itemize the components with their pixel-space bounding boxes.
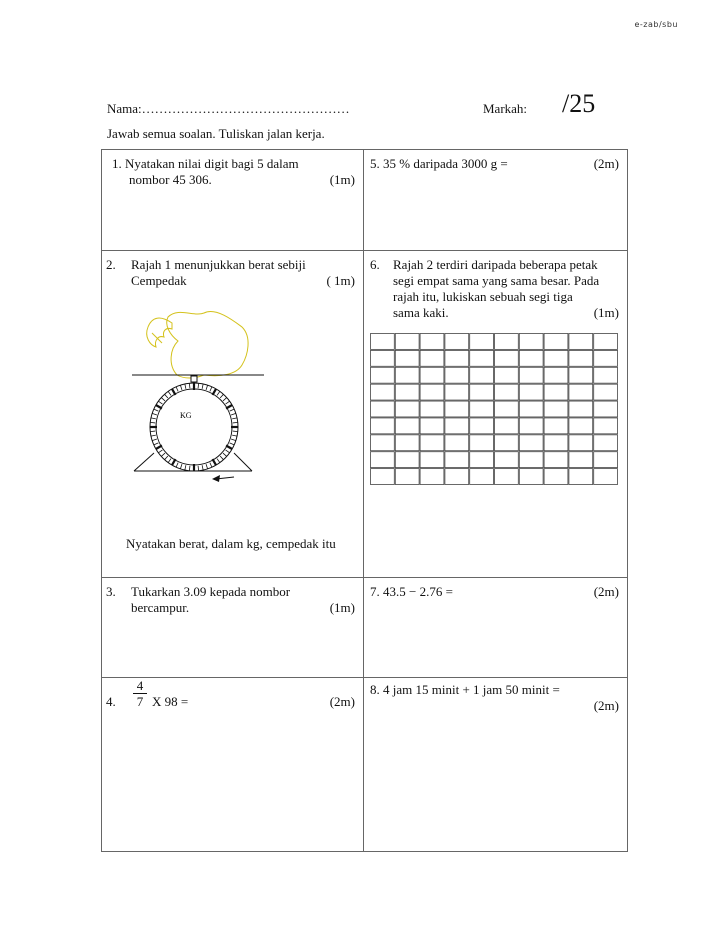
grid-square[interactable] — [445, 334, 469, 350]
question-6-cell[interactable] — [364, 251, 628, 578]
dial-tick — [210, 463, 212, 468]
q4-marks: (2m) — [329, 694, 355, 709]
dial-tick — [226, 401, 230, 404]
q5-marks: (2m) — [593, 156, 619, 171]
question-4-cell[interactable] — [102, 678, 364, 852]
dial-tick — [189, 383, 190, 388]
grid-square[interactable] — [544, 334, 568, 350]
q2-prompt: Nyatakan berat, dalam kg, cempedak itu — [126, 536, 336, 551]
grid-square[interactable] — [519, 367, 543, 383]
dial-tick — [189, 466, 190, 471]
grid-square[interactable] — [371, 435, 395, 451]
grid-square[interactable] — [395, 418, 419, 434]
grid-square[interactable] — [445, 418, 469, 434]
grid-square[interactable] — [569, 384, 593, 400]
grid-square[interactable] — [420, 384, 444, 400]
marks-label: Markah: — [483, 101, 528, 116]
dial-tick — [202, 465, 203, 470]
dial-tick — [232, 435, 237, 436]
grid-square[interactable] — [371, 401, 395, 417]
dial-tick — [151, 435, 156, 436]
grid-square[interactable] — [371, 367, 395, 383]
grid-square[interactable] — [420, 334, 444, 350]
grid-square[interactable] — [395, 334, 419, 350]
dial-tick — [180, 385, 182, 390]
grid-square[interactable] — [495, 334, 519, 350]
question-5-cell[interactable] — [364, 150, 628, 251]
grid-square[interactable] — [544, 452, 568, 468]
grid-square[interactable] — [395, 367, 419, 383]
grid-square[interactable] — [445, 435, 469, 451]
dial-tick — [161, 398, 165, 401]
grid-square[interactable] — [544, 367, 568, 383]
scale-unit-label: KG — [180, 411, 192, 420]
grid-square[interactable] — [495, 469, 519, 485]
grid-square[interactable] — [569, 469, 593, 485]
dial-tick — [154, 409, 159, 411]
cempedak-stalk — [147, 318, 172, 347]
grid-square[interactable] — [519, 435, 543, 451]
q2-number: 2. — [106, 257, 116, 272]
grid-square[interactable] — [395, 452, 419, 468]
dial-tick — [158, 450, 162, 453]
grid-square[interactable] — [495, 350, 519, 366]
question-7-cell[interactable] — [364, 578, 628, 678]
corner-code: e-zab/sbu — [634, 20, 678, 29]
grid-square[interactable] — [470, 435, 494, 451]
scale-dial-inner — [156, 389, 232, 465]
grid-square[interactable] — [569, 418, 593, 434]
dial-tick — [217, 391, 220, 395]
dial-tick — [161, 453, 165, 456]
dial-tick — [220, 394, 223, 398]
q6-line1: Rajah 2 terdiri daripada beberapa petak — [393, 257, 598, 272]
q6-line4: sama kaki. — [393, 305, 449, 320]
grid-square[interactable] — [445, 401, 469, 417]
grid-square[interactable] — [445, 350, 469, 366]
grid-square[interactable] — [594, 418, 618, 434]
q6-line3: rajah itu, lukiskan sebuah segi tiga — [393, 289, 573, 304]
square-grid[interactable] — [370, 333, 618, 485]
grid-square[interactable] — [519, 384, 543, 400]
grid-square[interactable] — [371, 334, 395, 350]
dial-tick — [231, 413, 236, 415]
question-1-cell[interactable] — [102, 150, 364, 251]
q3-line2: bercampur. — [131, 600, 190, 615]
dial-tick — [158, 401, 162, 404]
grid-square[interactable] — [420, 435, 444, 451]
dial-tick — [206, 464, 208, 469]
dial-tick — [232, 418, 237, 419]
q3-number: 3. — [106, 584, 116, 599]
grid-square[interactable] — [495, 401, 519, 417]
grid-square[interactable] — [594, 367, 618, 383]
grid-square[interactable] — [569, 401, 593, 417]
grid-square[interactable] — [470, 334, 494, 350]
grid-square[interactable] — [594, 384, 618, 400]
dial-tick — [233, 422, 238, 423]
dial-tick — [198, 466, 199, 471]
q4-numerator: 4 — [133, 678, 147, 694]
scale-stem — [191, 376, 197, 382]
grid-square[interactable] — [420, 367, 444, 383]
grid-square[interactable] — [470, 367, 494, 383]
grid-square[interactable] — [519, 334, 543, 350]
dial-tick — [230, 409, 235, 411]
grid-square[interactable] — [594, 435, 618, 451]
grid-square[interactable] — [470, 418, 494, 434]
q6-line2: segi empat sama yang sama besar. Pada — [393, 273, 600, 288]
grid-square[interactable] — [544, 469, 568, 485]
q4-denominator: 7 — [136, 694, 144, 709]
dial-tick — [202, 384, 203, 389]
grid-square[interactable] — [495, 367, 519, 383]
q8-marks: (2m) — [593, 698, 619, 713]
grid-square[interactable] — [544, 384, 568, 400]
grid-square[interactable] — [569, 367, 593, 383]
grid-square[interactable] — [544, 401, 568, 417]
grid-square[interactable] — [594, 469, 618, 485]
total-score: /25 — [562, 89, 596, 118]
grid-square[interactable] — [470, 469, 494, 485]
question-2-cell[interactable] — [102, 251, 364, 578]
q1-marks: (1m) — [329, 172, 355, 187]
grid-square[interactable] — [519, 401, 543, 417]
grid-square[interactable] — [519, 350, 543, 366]
dial-tick — [210, 387, 212, 392]
dial-tick — [230, 443, 235, 445]
grid-square[interactable] — [445, 367, 469, 383]
name-field[interactable]: Nama:………………………………………… — [107, 101, 350, 116]
question-8-cell[interactable] — [364, 678, 628, 852]
dial-tick — [154, 443, 159, 445]
dial-tick — [176, 387, 178, 392]
grid-square[interactable] — [395, 401, 419, 417]
grid-square[interactable] — [495, 452, 519, 468]
q4-number: 4. — [106, 694, 116, 709]
q6-number: 6. — [370, 257, 380, 272]
scale-leg-right — [234, 453, 252, 471]
grid-square[interactable] — [445, 469, 469, 485]
q6-marks: (1m) — [593, 305, 619, 320]
dial-tick — [217, 459, 220, 463]
grid-square[interactable] — [544, 435, 568, 451]
grid-square[interactable] — [544, 418, 568, 434]
dial-tick — [168, 459, 171, 463]
q3-marks: (1m) — [329, 600, 355, 615]
dial-tick — [150, 422, 155, 423]
cempedak-fruit-outline — [167, 312, 248, 378]
scale-leg-left — [134, 453, 154, 471]
question-table — [101, 149, 628, 852]
dial-tick — [176, 463, 178, 468]
dial-tick — [185, 465, 186, 470]
q4-expression: X 98 = — [152, 694, 189, 709]
grid-square[interactable] — [420, 418, 444, 434]
grid-square[interactable] — [569, 334, 593, 350]
grid-square[interactable] — [519, 452, 543, 468]
q2-line1: Rajah 1 menunjukkan berat sebiji — [131, 257, 306, 272]
grid-square[interactable] — [470, 384, 494, 400]
grid-square[interactable] — [395, 384, 419, 400]
grid-square[interactable] — [371, 384, 395, 400]
dial-tick — [165, 394, 168, 398]
header — [107, 89, 627, 121]
grid-square[interactable] — [594, 452, 618, 468]
q8-text: 8. 4 jam 15 minit + 1 jam 50 minit = — [370, 682, 560, 697]
q7-marks: (2m) — [593, 584, 619, 599]
grid-square[interactable] — [395, 350, 419, 366]
grid-square[interactable] — [420, 401, 444, 417]
grid-square[interactable] — [594, 401, 618, 417]
grid-square[interactable] — [544, 350, 568, 366]
grid-square[interactable] — [470, 350, 494, 366]
grid-square[interactable] — [420, 469, 444, 485]
dial-tick — [198, 383, 199, 388]
dial-tick — [150, 431, 155, 432]
dial-tick — [151, 418, 156, 419]
grid-square[interactable] — [420, 350, 444, 366]
dial-tick — [165, 456, 168, 460]
scale-arrow-head — [212, 475, 220, 482]
grid-square[interactable] — [445, 384, 469, 400]
grid-square[interactable] — [519, 469, 543, 485]
dial-tick — [220, 456, 223, 460]
q4-fraction — [133, 678, 147, 709]
grid-square[interactable] — [371, 350, 395, 366]
dial-tick — [180, 464, 182, 469]
q3-line1: Tukarkan 3.09 kepada nombor — [131, 584, 291, 599]
grid-square[interactable] — [569, 452, 593, 468]
dial-tick — [152, 413, 157, 415]
grid-square[interactable] — [371, 452, 395, 468]
scale-dial-outer — [150, 383, 238, 471]
grid-square[interactable] — [569, 435, 593, 451]
q7-text: 7. 43.5 − 2.76 = — [370, 584, 453, 599]
grid-square[interactable] — [495, 384, 519, 400]
grid-square[interactable] — [495, 435, 519, 451]
dial-tick — [185, 384, 186, 389]
dial-tick — [226, 450, 230, 453]
grid-square[interactable] — [445, 452, 469, 468]
grid-square[interactable] — [371, 469, 395, 485]
dial-tick — [223, 453, 227, 456]
dial-tick — [168, 391, 171, 395]
dial-tick — [233, 431, 238, 432]
q2-line2: Cempedak — [131, 273, 187, 288]
grid-square[interactable] — [470, 452, 494, 468]
grid-square[interactable] — [594, 350, 618, 366]
dial-tick — [206, 385, 208, 390]
grid-square[interactable] — [420, 452, 444, 468]
dial-tick — [231, 439, 236, 441]
grid-square[interactable] — [371, 418, 395, 434]
grid-square[interactable] — [395, 469, 419, 485]
question-3-cell[interactable] — [102, 578, 364, 678]
q1-line1: 1. Nyatakan nilai digit bagi 5 dalam — [112, 156, 299, 171]
grid-square[interactable] — [470, 401, 494, 417]
dial-tick — [152, 439, 157, 441]
weighing-scale-diagram — [124, 295, 274, 495]
grid-square[interactable] — [594, 334, 618, 350]
dial-tick — [223, 398, 227, 401]
q2-marks: ( 1m) — [326, 273, 355, 288]
grid-square[interactable] — [395, 435, 419, 451]
q5-text: 5. 35 % daripada 3000 g = — [370, 156, 508, 171]
grid-square[interactable] — [495, 418, 519, 434]
q1-line2: nombor 45 306. — [129, 172, 212, 187]
grid-square[interactable] — [519, 418, 543, 434]
grid-square[interactable] — [569, 350, 593, 366]
instructions: Jawab semua soalan. Tuliskan jalan kerja. — [107, 126, 325, 141]
